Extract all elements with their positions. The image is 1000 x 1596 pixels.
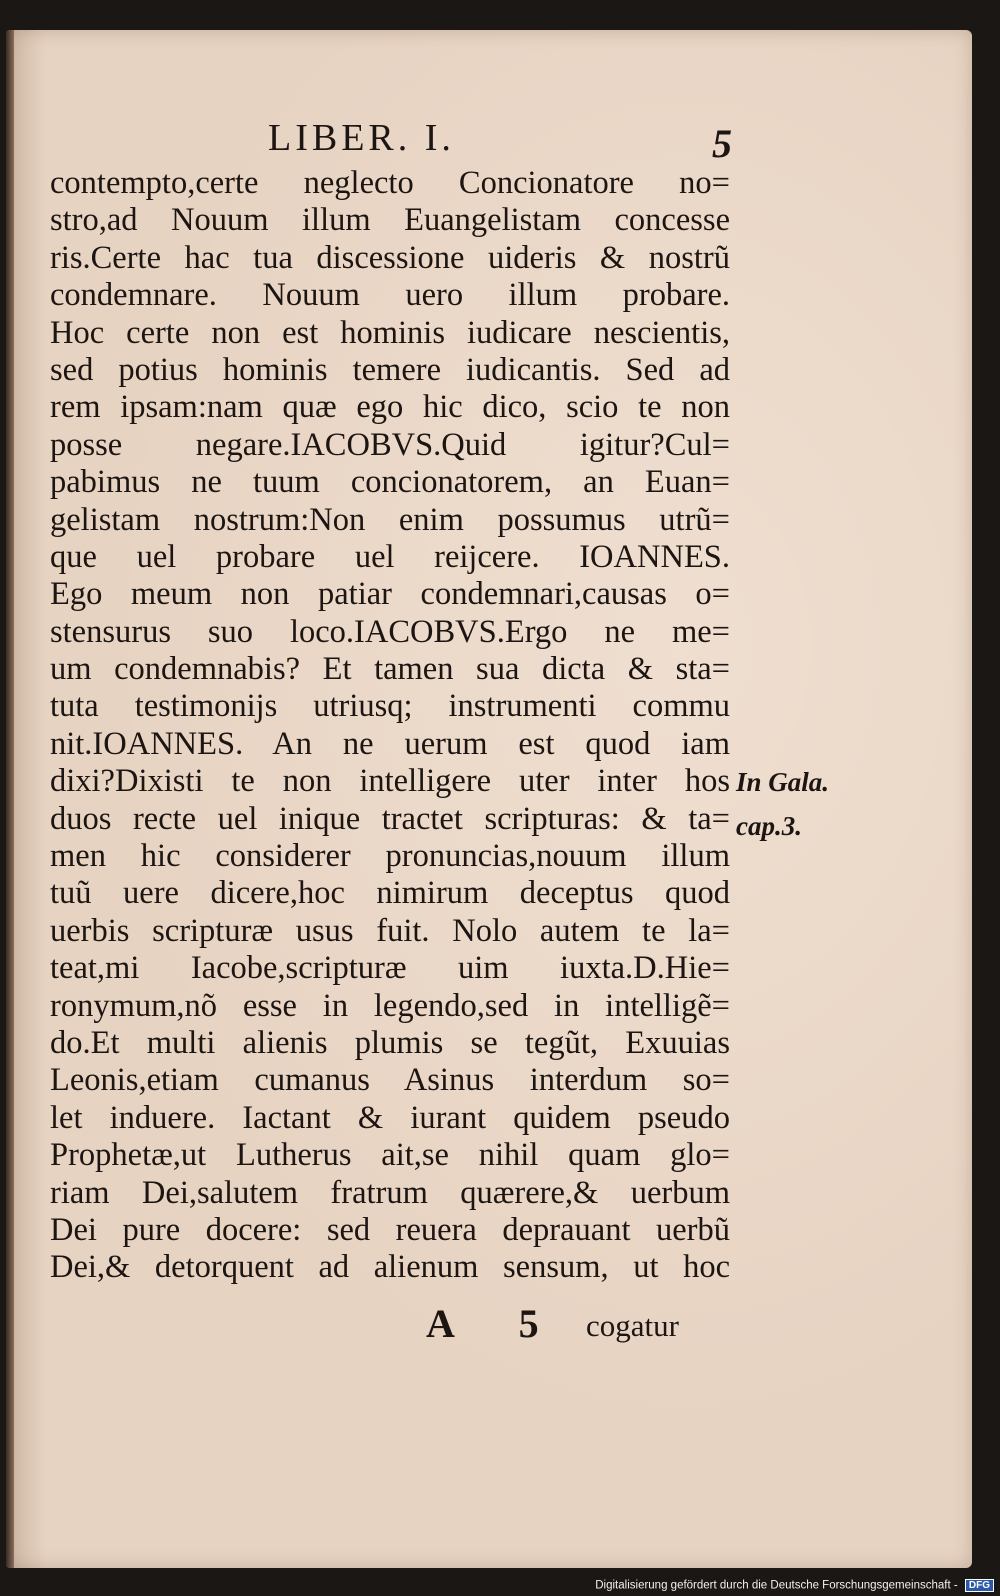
text-line: ronymum,nõ esse in legendo,sed in intelligẽ=	[50, 987, 730, 1024]
text-line: riam Dei,salutem fratrum quærere,& uerbum	[50, 1174, 730, 1211]
marginal-note-line: cap.3.	[736, 811, 802, 841]
marginal-note	[736, 760, 829, 848]
text-line: Ego meum non patiar condemnari,causas o=	[50, 576, 730, 613]
text-line: stensurus suo loco.IACOBVS.Ergo ne me=	[50, 613, 730, 650]
text-line: sed potius hominis temere iudicantis. Sed ad	[50, 351, 730, 388]
text-line: duos recte uel inique tractet scripturas: & ta=	[50, 800, 730, 837]
signature-mark: A 5	[426, 1301, 567, 1346]
text-line: men hic considerer pronuncias,nouum illum	[50, 838, 730, 875]
text-line: tuũ uere dicere,hoc nimirum deceptus quod	[50, 875, 730, 912]
text-line: tuta testimonĳs utriusq; instrumenti commu	[50, 688, 730, 725]
catchword: cogatur	[586, 1308, 679, 1343]
text-line: dixi?Dixisti te non intelligere uter inter hos	[50, 763, 730, 800]
text-line: um condemnabis? Et tamen sua dicta & sta=	[50, 651, 730, 688]
text-line: uerbis scripturæ usus fuit. Nolo autem te la=	[50, 912, 730, 949]
text-line: nit.IOANNES. An ne uerum est quod iam	[50, 725, 730, 762]
text-line: teat,mi Iacobe,scripturæ uim iuxta.D.Hie=	[50, 950, 730, 987]
text-line: Prophetæ,ut Lutherus ait,se nihil quam glo=	[50, 1137, 730, 1174]
main-text-block	[50, 165, 730, 1287]
text-line: condemnare. Nouum uero illum probare.	[50, 277, 730, 314]
dfg-logo: DFG	[965, 1579, 994, 1592]
running-head: LIBER. I.	[268, 117, 455, 159]
digitization-credit	[595, 1579, 994, 1592]
text-line: Dei pure docere: sed reuera deprauant uerbũ	[50, 1211, 730, 1248]
book-page	[6, 30, 972, 1568]
text-line: pabimus ne tuum concionatorem, an Euan=	[50, 464, 730, 501]
text-line: contempto,certe neglecto Concionatore no=	[50, 165, 730, 201]
text-line: rem ipsam:nam quæ ego hic dico, scio te non	[50, 389, 730, 426]
text-line: let induere. Iactant & iurant quidem pseudo	[50, 1099, 730, 1136]
credit-text: Digitalisierung gefördert durch die Deutsche Forschungsgemeinschaft -	[595, 1579, 958, 1592]
text-line: Dei,& detorquent ad alienum sensum, ut hoc	[50, 1249, 730, 1286]
text-line: Hoc certe non est hominis iudicare nescientis,	[50, 314, 730, 351]
text-line: posse negare.IACOBVS.Quid igitur?Cul=	[50, 426, 730, 463]
text-line: do.Et multi alienis plumis se tegũt, Exuuias	[50, 1024, 730, 1061]
text-line: que uel probare uel reĳcere. IOANNES.	[50, 538, 730, 575]
folio-number: 5	[712, 121, 732, 166]
text-line: stro,ad Nouum illum Euangelistam concesse	[50, 202, 730, 239]
text-line: gelistam nostrum:Non enim possumus utrũ=	[50, 501, 730, 538]
text-line: Leonis,etiam cumanus Asinus interdum so=	[50, 1062, 730, 1099]
marginal-note-line: In Gala.	[736, 767, 830, 797]
text-line: ris.Certe hac tua discessione uideris & nostrũ	[50, 239, 730, 276]
